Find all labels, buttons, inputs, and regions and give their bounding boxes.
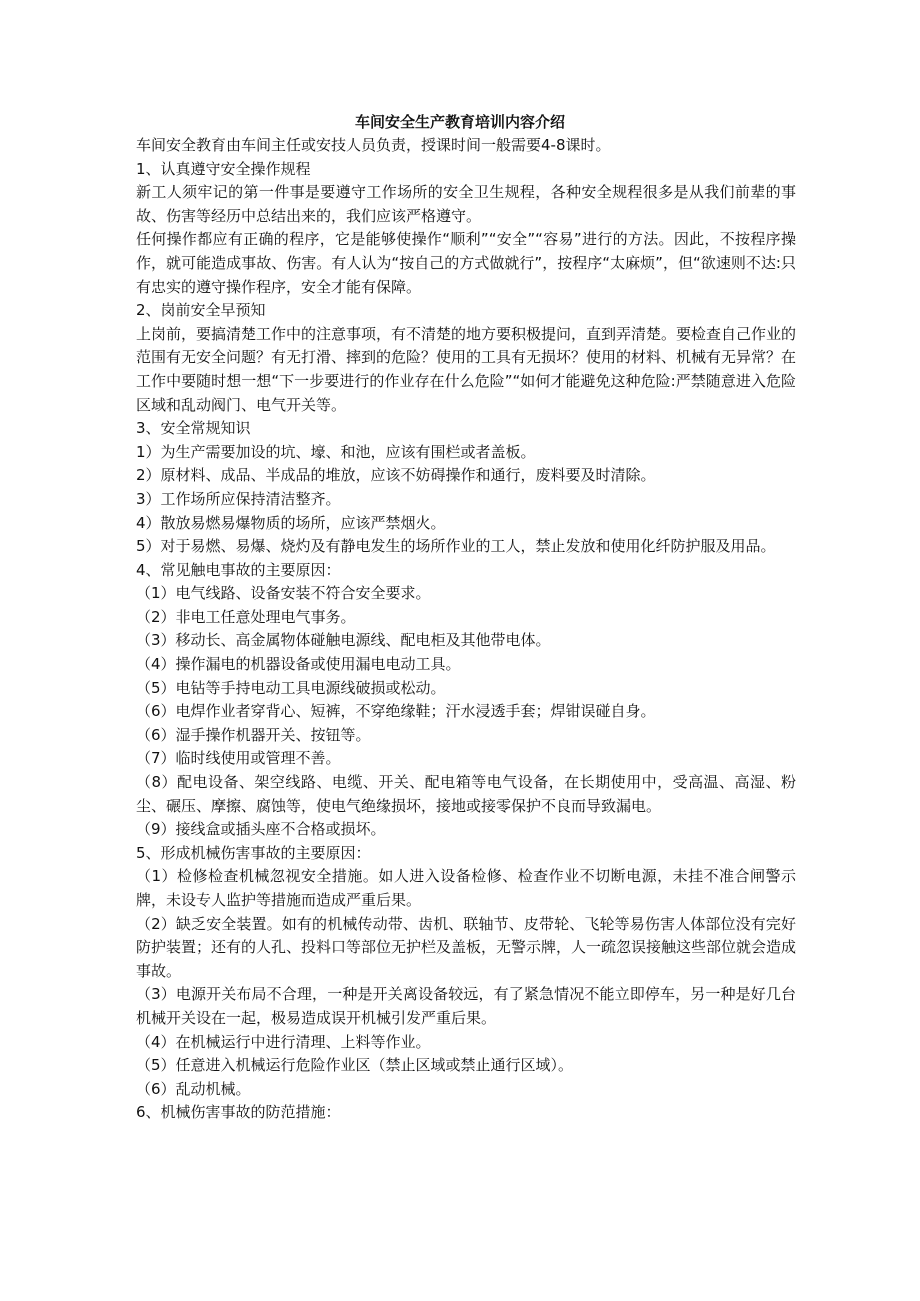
paragraph: 新工人须牢记的第一件事是要遵守工作场所的安全卫生规程，各种安全规程很多是从我们前辈的事故、伤害等经历中总结出来的，我们应该严格遵守。 bbox=[136, 183, 796, 225]
list-item: （6）乱动机械。 bbox=[136, 1079, 251, 1098]
section-heading: 3、安全常规知识 bbox=[136, 419, 251, 438]
list-item: 2）原材料、成品、半成品的堆放，应该不妨碍操作和通行，废料要及时清除。 bbox=[136, 466, 656, 485]
section-heading: 6、机械伤害事故的防范措施： bbox=[136, 1103, 341, 1122]
document-body bbox=[136, 134, 796, 1125]
list-item: 1）为生产需要加设的坑、壕、和池，应该有围栏或者盖板。 bbox=[136, 442, 536, 461]
list-item: （1）电气线路、设备安装不符合安全要求。 bbox=[136, 584, 431, 603]
list-item: （8）配电设备、架空线路、电缆、开关、配电箱等电气设备，在长期使用中，受高温、高湿、粉尘、碾压、摩擦、腐蚀等，使电气绝缘损坏，接地或接零保护不良而导致漏电。 bbox=[136, 773, 796, 815]
list-item: （6）湿手操作机器开关、按钮等。 bbox=[136, 725, 371, 744]
list-item: （4）操作漏电的机器设备或使用漏电电动工具。 bbox=[136, 655, 461, 674]
list-item: （5）任意进入机械运行危险作业区（禁止区域或禁止通行区域）。 bbox=[136, 1056, 574, 1075]
list-item: 3）工作场所应保持清洁整齐。 bbox=[136, 489, 341, 508]
list-item: 4）散放易燃易爆物质的场所，应该严禁烟火。 bbox=[136, 513, 446, 532]
section-heading: 4、常见触电事故的主要原因： bbox=[136, 560, 341, 579]
list-item: （3）移动长、高金属物体碰触电源线、配电柜及其他带电体。 bbox=[136, 631, 551, 650]
list-item: （4）在机械运行中进行清理、上料等作业。 bbox=[136, 1032, 431, 1051]
list-item: （3）电源开关布局不合理，一种是开关离设备较远，有了紧急情况不能立即停车，另一种是好几台机械开关设在一起，极易造成误开机械引发严重后果。 bbox=[136, 985, 796, 1027]
paragraph: 任何操作都应有正确的程序，它是能够使操作“顺利”“安全”“容易”进行的方法。因此，不按程序操作，就可能造成事故、伤害。有人认为“按自己的方式做就行”，按程序“太麻烦”，但“欲速则不达:只有忠实的遵守操作程序，安全才能有保障。 bbox=[136, 230, 796, 296]
section-heading: 5、形成机械伤害事故的主要原因： bbox=[136, 843, 371, 862]
paragraph: 上岗前，要搞清楚工作中的注意事项，有不清楚的地方要积极提问，直到弄清楚。要检查自己作业的范围有无安全问题？有无打滑、摔到的危险？使用的工具有无损坏？使用的材料、机械有无异常？在工作中要随时想一想“下一步要进行的作业存在什么危险”“如何才能避免这种危险:严禁随意进入危险区域和乱动阀门、电气开关等。 bbox=[136, 324, 797, 414]
document-title: 车间安全生产教育培训内容介绍 bbox=[354, 113, 565, 131]
intro-paragraph: 车间安全教育由车间主任或安技人员负责，授课时间一般需要4-8课时。 bbox=[136, 136, 611, 154]
list-item: （7）临时线使用或管理不善。 bbox=[136, 749, 341, 768]
list-item: （1）检修检查机械忽视安全措施。如人进入设备检修、检查作业不切断电源，未挂不准合闸警示牌，未设专人监护等措施而造成严重后果。 bbox=[136, 867, 796, 909]
section-heading: 2、岗前安全早预知 bbox=[136, 301, 266, 320]
section-heading: 1、认真遵守安全操作规程 bbox=[136, 159, 311, 178]
list-item: （5）电钻等手持电动工具电源线破损或松动。 bbox=[136, 678, 446, 697]
list-item: （9）接线盒或插头座不合格或损坏。 bbox=[136, 820, 386, 839]
list-item: （2）非电工任意处理电气事务。 bbox=[136, 607, 356, 626]
list-item: （6）电焊作业者穿背心、短裤，不穿绝缘鞋；汗水浸透手套；焊钳误碰自身。 bbox=[136, 702, 656, 721]
list-item: 5）对于易燃、易爆、烧灼及有静电发生的场所作业的工人，禁止发放和使用化纤防护服及用品。 bbox=[136, 537, 776, 556]
list-item: （2）缺乏安全装置。如有的机械传动带、齿机、联轴节、皮带轮、飞轮等易伤害人体部位没有完好防护装置；还有的人孔、投料口等部位无护栏及盖板，无警示牌，人一疏忽误接触这些部位就会造成事故。 bbox=[136, 914, 797, 980]
